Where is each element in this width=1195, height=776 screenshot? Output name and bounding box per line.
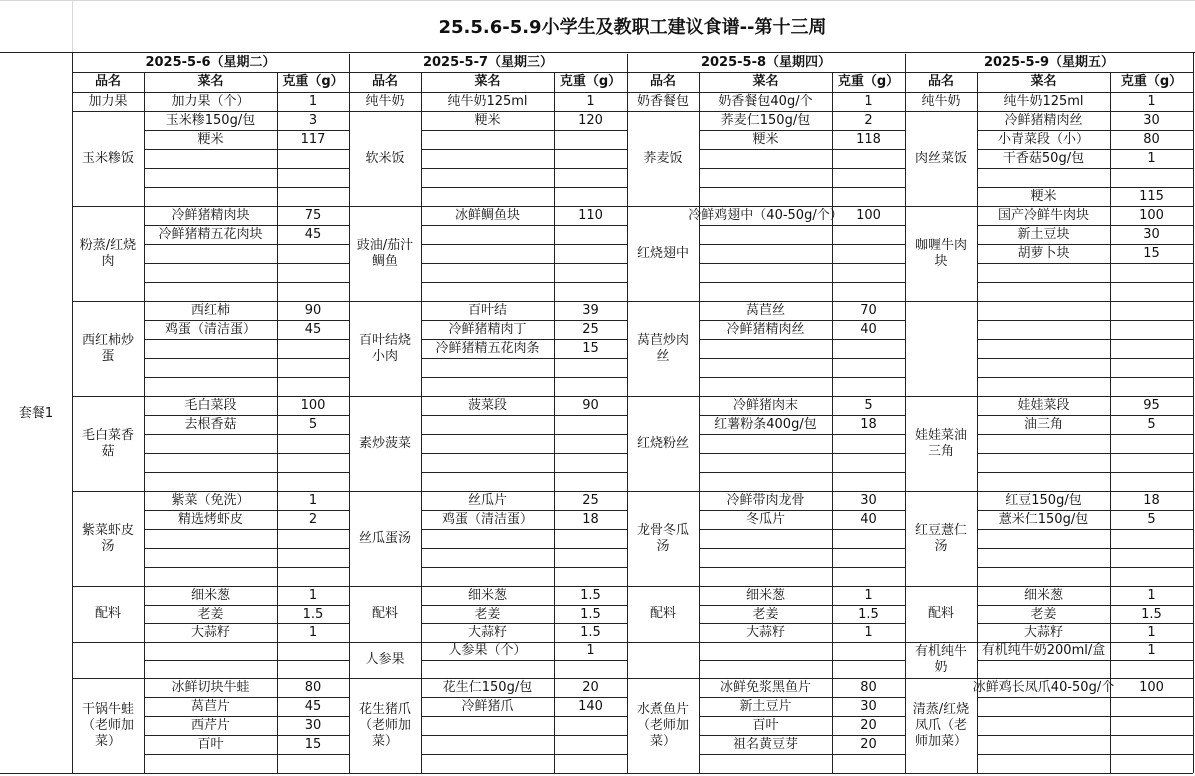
ingredient-name: 细米葱 bbox=[467, 587, 507, 603]
grid-line-row bbox=[699, 168, 905, 169]
ingredient-weight bbox=[1110, 168, 1193, 187]
grid-line-row bbox=[421, 187, 627, 188]
ingredient-name: 红薯粉条400g/包 bbox=[714, 416, 817, 432]
dish-name: 纯牛奶 bbox=[365, 93, 405, 109]
ingredient-name: 娃娃菜段 bbox=[1017, 397, 1070, 413]
ingredient-name: 纯牛奶125ml bbox=[1003, 93, 1084, 109]
ingredient-weight: 25 bbox=[582, 492, 599, 508]
dish-name: 配料 bbox=[649, 606, 676, 621]
ingredient-name: 玉米糁150g/包 bbox=[165, 112, 256, 128]
ingredient-weight: 1 bbox=[308, 492, 318, 508]
ingredient-weight: 30 bbox=[860, 698, 877, 714]
ingredient-weight: 3 bbox=[308, 112, 318, 128]
ingredient-weight: 1.5 bbox=[580, 606, 601, 622]
grid-line-row bbox=[144, 187, 349, 188]
grid-line-group bbox=[72, 773, 349, 774]
ingredient-weight: 30 bbox=[304, 717, 322, 733]
ingredient-name: 冰鲜鸡长凤爪40-50g/个 bbox=[972, 679, 1115, 695]
grid-line-row bbox=[144, 339, 349, 340]
dish-name: 红烧粉丝 bbox=[636, 435, 689, 451]
ingredient-weight: 1 bbox=[1147, 150, 1156, 166]
grid-line-row bbox=[699, 434, 905, 435]
grid-line-row bbox=[421, 168, 627, 169]
grid-line-row bbox=[144, 244, 349, 245]
ingredient-weight: 5 bbox=[1147, 416, 1156, 432]
grid-line-row bbox=[144, 282, 349, 283]
dish-name: 配料 bbox=[94, 606, 121, 621]
ingredient-weight: 39 bbox=[582, 302, 599, 318]
grid-line-row bbox=[421, 735, 627, 736]
ingredient-name: 祖名黄豆芽 bbox=[732, 736, 798, 752]
grid-line-title-bottom bbox=[0, 52, 1195, 53]
grid-line-row bbox=[699, 282, 905, 283]
ingredient-weight: 80 bbox=[1143, 131, 1160, 147]
ingredient-weight: 5 bbox=[308, 416, 318, 432]
dish-name: 娃娃菜油三角 bbox=[914, 427, 967, 459]
dish-name: 豉油/茄汁鲷鱼 bbox=[356, 237, 414, 269]
sheet-title: 25.5.6-5.9小学生及教职工建议食谱--第十三周 bbox=[438, 17, 827, 38]
ingredient-name: 百叶 bbox=[197, 736, 224, 752]
ingredient-weight: 75 bbox=[304, 207, 322, 223]
grid-line-row bbox=[977, 282, 1193, 283]
ingredient-weight: 15 bbox=[1143, 245, 1160, 261]
ingredient-weight: 5 bbox=[1147, 511, 1156, 527]
grid-line-right bbox=[1193, 52, 1194, 773]
day-date-header: 2025-5-6（星期二） bbox=[145, 55, 276, 70]
ingredient-name: 鸡蛋（清洁蛋） bbox=[441, 511, 533, 527]
ingredient-weight: 40 bbox=[860, 511, 877, 527]
grid-line-row bbox=[977, 735, 1193, 736]
grid-line-row bbox=[977, 529, 1193, 530]
ingredient-weight: 110 bbox=[578, 207, 603, 223]
ingredient-weight: 1 bbox=[1147, 587, 1156, 603]
ingredient-name: 粳米 bbox=[752, 131, 779, 147]
ingredient-weight: 45 bbox=[304, 226, 322, 242]
ingredient-weight: 1 bbox=[864, 93, 873, 109]
dish-name: 红烧翅中 bbox=[636, 245, 689, 261]
ingredient-name: 粳米 bbox=[1030, 188, 1057, 204]
ingredient-name: 荞麦仁150g/包 bbox=[720, 112, 811, 128]
ingredient-weight: 30 bbox=[860, 492, 877, 508]
ingredient-name: 紫菜（免洗） bbox=[171, 492, 250, 508]
col-header-ke: 克重（g） bbox=[559, 74, 622, 89]
ingredient-weight: 20 bbox=[860, 736, 877, 752]
ingredient-name: 西红柿 bbox=[190, 302, 230, 318]
grid-line-row bbox=[144, 567, 349, 568]
ingredient-name: 老姜 bbox=[197, 606, 224, 622]
grid-line-row bbox=[699, 472, 905, 473]
ingredient-name: 冷鲜猪精五花肉条 bbox=[435, 340, 540, 356]
grid-line-row bbox=[144, 377, 349, 378]
ingredient-name: 细米葱 bbox=[1023, 587, 1063, 603]
grid-line-row bbox=[977, 453, 1193, 454]
grid-line-row bbox=[699, 453, 905, 454]
dish-name: 西红柿炒蛋 bbox=[81, 332, 134, 364]
ingredient-weight: 118 bbox=[856, 131, 881, 147]
ingredient-name: 西芹片 bbox=[190, 717, 230, 733]
set-label: 套餐1 bbox=[18, 406, 54, 421]
grid-line-row bbox=[699, 149, 905, 150]
ingredient-name: 精选烤虾皮 bbox=[177, 511, 243, 527]
grid-line-row bbox=[699, 358, 905, 359]
dish-name: 清蒸/红烧凤爪（老师加菜） bbox=[912, 701, 970, 749]
ingredient-name: 百叶 bbox=[752, 717, 779, 733]
col-header-cai: 菜名 bbox=[197, 74, 224, 89]
ingredient-weight: 95 bbox=[1143, 397, 1160, 413]
ingredient-weight: 45 bbox=[304, 321, 322, 337]
dish-name: 有机纯牛奶 bbox=[914, 644, 967, 675]
ingredient-weight: 1 bbox=[1147, 93, 1156, 109]
dish-name bbox=[905, 301, 977, 396]
ingredient-name: 细米葱 bbox=[190, 587, 230, 603]
ingredient-name: 加力果（个） bbox=[171, 93, 250, 109]
grid-line-row bbox=[421, 415, 627, 416]
ingredient-name: 冷鲜猪精肉丁 bbox=[448, 321, 527, 337]
ingredient-name: 细米葱 bbox=[745, 587, 785, 603]
grid-line-title-left bbox=[72, 0, 73, 52]
ingredient-name bbox=[977, 168, 1110, 187]
grid-line-row bbox=[144, 529, 349, 530]
col-header-cai: 菜名 bbox=[752, 74, 779, 89]
ingredient-name: 粳米 bbox=[197, 131, 224, 147]
grid-line-row bbox=[977, 716, 1193, 717]
day-date-header: 2025-5-8（星期四） bbox=[700, 55, 832, 70]
grid-line-row bbox=[144, 263, 349, 264]
ingredient-weight: 70 bbox=[860, 302, 877, 318]
ingredient-weight: 18 bbox=[860, 416, 877, 432]
dish-name bbox=[627, 642, 699, 678]
grid-line-row bbox=[699, 548, 905, 549]
grid-line-row bbox=[421, 377, 627, 378]
ingredient-name: 冷鲜猪精肉丝 bbox=[1004, 112, 1083, 128]
ingredient-weight: 120 bbox=[578, 112, 603, 128]
grid-line-row bbox=[421, 529, 627, 530]
ingredient-name: 冬瓜片 bbox=[745, 511, 785, 527]
grid-line-row bbox=[144, 548, 349, 549]
grid-line-row bbox=[421, 453, 627, 454]
ingredient-weight: 1.5 bbox=[858, 606, 879, 622]
ingredient-name: 红豆150g/包 bbox=[1005, 492, 1082, 508]
grid-line-row bbox=[421, 149, 627, 150]
dish-name: 纯牛奶 bbox=[921, 93, 961, 109]
dish-name: 花生猪爪（老师加菜） bbox=[358, 701, 411, 749]
col-header-cai: 菜名 bbox=[1030, 74, 1057, 89]
ingredient-weight: 140 bbox=[578, 698, 603, 714]
grid-line-row bbox=[421, 472, 627, 473]
ingredient-weight: 1.5 bbox=[1141, 606, 1162, 622]
dish-name: 莴苣炒肉丝 bbox=[636, 332, 689, 364]
col-header-pin: 品名 bbox=[649, 74, 676, 89]
ingredient-name: 国产冷鲜牛肉块 bbox=[997, 207, 1089, 223]
grid-line-row bbox=[699, 660, 905, 661]
ingredient-weight: 30 bbox=[1143, 226, 1160, 242]
grid-line-row bbox=[977, 567, 1193, 568]
ingredient-name: 干香菇50g/包 bbox=[1002, 150, 1085, 166]
ingredient-weight: 20 bbox=[860, 717, 877, 733]
ingredient-name: 大蒜籽 bbox=[1023, 624, 1063, 640]
grid-line-col-cai bbox=[421, 72, 422, 773]
grid-line-row bbox=[977, 754, 1193, 755]
grid-line-row bbox=[421, 567, 627, 568]
ingredient-weight: 2 bbox=[308, 511, 318, 527]
ingredient-name: 有机纯牛奶200ml/盒 bbox=[981, 643, 1106, 658]
grid-line-row bbox=[421, 225, 627, 226]
dish-name: 加力果 bbox=[88, 93, 128, 109]
ingredient-weight: 117 bbox=[300, 131, 326, 147]
grid-line-row bbox=[421, 358, 627, 359]
ingredient-name: 大蒜籽 bbox=[745, 624, 785, 640]
grid-line-row bbox=[977, 697, 1193, 698]
ingredient-name: 人参果（个） bbox=[448, 643, 527, 658]
col-header-pin: 品名 bbox=[927, 74, 954, 89]
ingredient-name: 冷鲜鸡翅中（40-50g/个） bbox=[688, 207, 843, 223]
ingredient-weight: 90 bbox=[304, 302, 322, 318]
ingredient-weight: 115 bbox=[1139, 188, 1164, 204]
ingredient-name: 新土豆片 bbox=[739, 698, 792, 714]
grid-line-row bbox=[977, 377, 1193, 378]
ingredient-weight: 1 bbox=[1147, 624, 1156, 640]
grid-line-row bbox=[699, 339, 905, 340]
ingredient-name: 冰鲜免浆黑鱼片 bbox=[719, 679, 811, 695]
grid-line-row bbox=[977, 472, 1193, 473]
dish-name: 素炒菠菜 bbox=[358, 435, 411, 451]
ingredient-name: 薏米仁150g/包 bbox=[998, 511, 1089, 527]
grid-line-row bbox=[977, 358, 1193, 359]
ingredient-weight: 18 bbox=[582, 511, 599, 527]
ingredient-weight: 5 bbox=[864, 397, 873, 413]
ingredient-weight: 100 bbox=[1139, 207, 1164, 223]
ingredient-weight: 1 bbox=[864, 587, 873, 603]
dish-name: 龙骨冬瓜汤 bbox=[636, 522, 689, 554]
dish-name: 毛白菜香菇 bbox=[81, 427, 134, 459]
ingredient-weight: 1 bbox=[1147, 643, 1156, 658]
ingredient-name: 花生仁150g/包 bbox=[442, 679, 533, 695]
dish-name: 咖喱牛肉块 bbox=[914, 237, 967, 269]
grid-line-row bbox=[699, 529, 905, 530]
grid-line-row bbox=[144, 168, 349, 169]
ingredient-name: 粳米 bbox=[474, 112, 501, 128]
dish-name: 配料 bbox=[927, 606, 954, 621]
ingredient-name: 奶香餐包40g/个 bbox=[718, 93, 813, 109]
grid-line-row bbox=[421, 263, 627, 264]
col-header-ke: 克重（g） bbox=[837, 74, 900, 89]
ingredient-weight: 30 bbox=[1143, 112, 1160, 128]
ingredient-name: 冷鲜猪精五花肉块 bbox=[158, 226, 263, 242]
ingredient-name: 新土豆块 bbox=[1017, 226, 1070, 242]
col-header-ke: 克重（g） bbox=[282, 74, 344, 89]
dish-name: 玉米糁饭 bbox=[81, 150, 134, 166]
grid-line-row bbox=[699, 567, 905, 568]
ingredient-name: 冷鲜带肉龙骨 bbox=[726, 492, 805, 508]
ingredient-weight: 1 bbox=[586, 93, 595, 109]
grid-line-row bbox=[421, 754, 627, 755]
ingredient-name: 小青菜段（小） bbox=[997, 131, 1089, 147]
col-header-cai: 菜名 bbox=[474, 74, 501, 89]
grid-line-row bbox=[421, 660, 627, 661]
ingredient-weight: 1 bbox=[864, 624, 873, 640]
grid-line-row bbox=[699, 754, 905, 755]
ingredient-name: 冷鲜猪精肉块 bbox=[171, 207, 250, 223]
dish-name: 干锅牛蛙（老师加菜） bbox=[81, 701, 134, 749]
ingredient-weight: 25 bbox=[582, 321, 599, 337]
dish-name: 水煮鱼片（老师加菜） bbox=[636, 701, 689, 749]
grid-line-top bbox=[0, 0, 1195, 1]
ingredient-name: 丝瓜片 bbox=[467, 492, 507, 508]
ingredient-name: 毛白菜段 bbox=[184, 397, 237, 413]
ingredient-name: 老姜 bbox=[474, 606, 501, 622]
ingredient-name: 莴苣片 bbox=[190, 698, 230, 714]
dish-name: 紫菜虾皮汤 bbox=[81, 522, 134, 554]
grid-line-row bbox=[421, 434, 627, 435]
ingredient-name: 老姜 bbox=[752, 606, 779, 622]
ingredient-name: 冰鲜鲷鱼块 bbox=[454, 207, 520, 223]
day-date-header: 2025-5-7（星期三） bbox=[422, 55, 554, 70]
grid-line-row bbox=[144, 149, 349, 150]
ingredient-name: 油三角 bbox=[1023, 416, 1063, 432]
grid-line-col-ke bbox=[554, 72, 555, 773]
dish-name: 软米饭 bbox=[365, 150, 405, 166]
grid-line-row bbox=[421, 130, 627, 131]
grid-line-row bbox=[144, 754, 349, 755]
ingredient-weight: 45 bbox=[304, 698, 322, 714]
dish-name: 红豆薏仁汤 bbox=[914, 522, 967, 554]
grid-line-row bbox=[977, 434, 1193, 435]
grid-line-row bbox=[977, 339, 1193, 340]
grid-line-row bbox=[421, 244, 627, 245]
grid-line-row bbox=[144, 358, 349, 359]
grid-line-row bbox=[421, 548, 627, 549]
grid-line-row bbox=[699, 263, 905, 264]
ingredient-name: 胡萝卜块 bbox=[1017, 245, 1070, 261]
grid-line-row bbox=[699, 187, 905, 188]
grid-line-row bbox=[144, 660, 349, 661]
dish-name: 配料 bbox=[371, 606, 398, 621]
ingredient-weight: 1 bbox=[308, 587, 318, 603]
ingredient-name: 冷鲜猪肉末 bbox=[732, 397, 798, 413]
ingredient-name: 鸡蛋（清洁蛋） bbox=[164, 321, 256, 337]
dish-name: 百叶结烧小肉 bbox=[358, 332, 411, 364]
grid-line-row bbox=[977, 263, 1193, 264]
grid-line-row bbox=[699, 377, 905, 378]
grid-line-group bbox=[349, 773, 627, 774]
ingredient-name: 大蒜籽 bbox=[467, 624, 507, 640]
ingredient-name: 去根香菇 bbox=[184, 416, 237, 432]
ingredient-name: 大蒜籽 bbox=[190, 624, 230, 640]
grid-line-group bbox=[905, 773, 1193, 774]
ingredient-weight: 1 bbox=[308, 93, 318, 109]
ingredient-name: 百叶结 bbox=[467, 302, 507, 318]
ingredient-weight: 100 bbox=[856, 207, 881, 223]
ingredient-name: 冰鲜切块牛蛙 bbox=[171, 679, 250, 695]
dish-name: 人参果 bbox=[365, 652, 405, 667]
ingredient-weight: 1 bbox=[586, 643, 595, 658]
grid-line-row bbox=[977, 548, 1193, 549]
ingredient-weight: 2 bbox=[864, 112, 873, 128]
grid-line-row bbox=[977, 320, 1193, 321]
ingredient-weight: 1.5 bbox=[302, 606, 324, 622]
dish-name: 丝瓜蛋汤 bbox=[358, 530, 411, 546]
ingredient-weight: 80 bbox=[860, 679, 877, 695]
grid-line-row bbox=[421, 282, 627, 283]
ingredient-name: 莴苣丝 bbox=[745, 302, 785, 318]
col-header-pin: 品名 bbox=[94, 74, 121, 89]
grid-line-row bbox=[421, 716, 627, 717]
ingredient-weight: 80 bbox=[304, 679, 322, 695]
dish-name: 荞麦饭 bbox=[643, 150, 683, 166]
grid-line-group bbox=[627, 773, 905, 774]
dish-name bbox=[72, 642, 144, 678]
ingredient-name: 冷鲜猪精肉丝 bbox=[726, 321, 805, 337]
col-header-pin: 品名 bbox=[371, 74, 398, 89]
grid-line-row bbox=[699, 244, 905, 245]
dish-name: 粉蒸/红烧肉 bbox=[79, 237, 137, 269]
ingredient-weight: 1.5 bbox=[580, 587, 601, 603]
grid-line-row bbox=[144, 434, 349, 435]
ingredient-weight: 1 bbox=[308, 624, 318, 640]
ingredient-weight: 90 bbox=[582, 397, 599, 413]
ingredient-weight: 20 bbox=[582, 679, 599, 695]
ingredient-weight: 18 bbox=[1143, 492, 1160, 508]
ingredient-weight: 15 bbox=[304, 736, 322, 752]
dish-name: 肉丝菜饭 bbox=[914, 150, 967, 166]
ingredient-weight: 15 bbox=[582, 340, 599, 356]
ingredient-name: 菠菜段 bbox=[467, 397, 507, 413]
grid-line-row bbox=[144, 472, 349, 473]
ingredient-name: 纯牛奶125ml bbox=[447, 93, 528, 109]
grid-line-row bbox=[699, 225, 905, 226]
grid-line-row bbox=[144, 453, 349, 454]
dish-name: 奶香餐包 bbox=[636, 93, 689, 109]
col-header-ke: 克重（g） bbox=[1120, 74, 1183, 89]
ingredient-name: 老姜 bbox=[1030, 606, 1057, 622]
ingredient-weight: 100 bbox=[1139, 679, 1164, 695]
ingredient-weight: 100 bbox=[300, 397, 326, 413]
ingredient-weight: 40 bbox=[860, 321, 877, 337]
grid-line-row bbox=[977, 660, 1193, 661]
day-date-header: 2025-5-9（星期五） bbox=[983, 55, 1115, 70]
ingredient-name: 冷鲜猪爪 bbox=[461, 698, 514, 714]
ingredient-weight: 1.5 bbox=[580, 624, 601, 640]
